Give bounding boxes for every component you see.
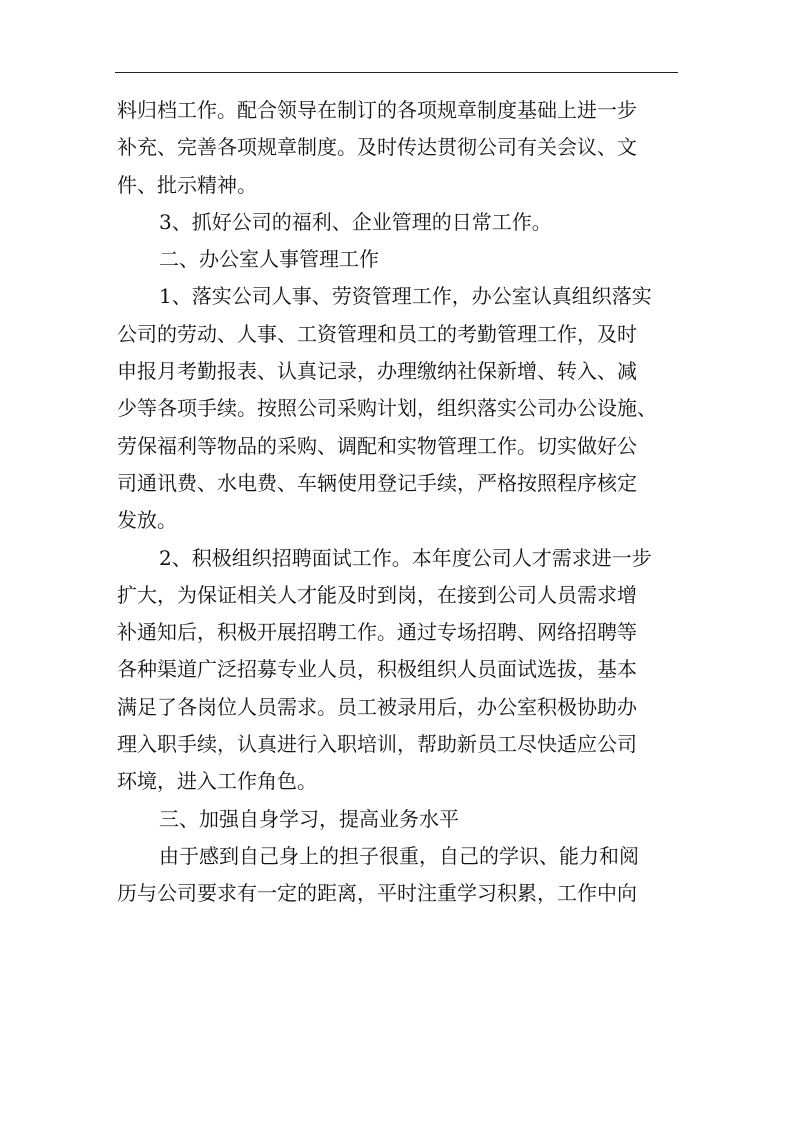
text-line: 二、办公室人事管理工作 [159, 247, 379, 272]
text-line: 理入职手续，认真进行入职培训，帮助新员工尽快适应公司 [117, 732, 637, 757]
text-line: 历与公司要求有一定的距离，平时注重学习积累，工作中向 [117, 881, 637, 906]
text-line: 三、加强自身学习，提高业务水平 [159, 806, 459, 831]
text-line: 1、落实公司人事、劳资管理工作，办公室认真组织落实 [159, 284, 652, 309]
text-line: 公司的劳动、人事、工资管理和员工的考勤管理工作，及时 [117, 321, 637, 346]
text-line: 申报月考勤报表、认真记录，办理缴纳社保新增、转入、减 [117, 359, 637, 384]
text-line: 由于感到自己身上的担子很重，自己的学识、能力和阅 [159, 843, 639, 868]
text-line: 劳保福利等物品的采购、调配和实物管理工作。切实做好公 [117, 433, 637, 458]
text-line: 少等各项手续。按照公司采购计划，组织落实公司办公设施、 [117, 396, 657, 421]
document-body [117, 92, 679, 913]
text-line: 2、积极组织招聘面试工作。本年度公司人才需求进一步 [159, 545, 652, 570]
text-line: 件、批示精神。 [117, 172, 257, 197]
header-divider [115, 72, 678, 73]
text-line: 司通讯费、水电费、车辆使用登记手续，严格按照程序核定 [117, 470, 637, 495]
text-line: 3、抓好公司的福利、企业管理的日常工作。 [159, 209, 552, 234]
text-line: 环境，进入工作角色。 [117, 769, 317, 794]
text-line: 发放。 [117, 508, 177, 533]
text-line: 补通知后，积极开展招聘工作。通过专场招聘、网络招聘等 [117, 620, 637, 645]
text-line: 满足了各岗位人员需求。员工被录用后，办公室积极协助办 [117, 694, 637, 719]
text-line: 料归档工作。配合领导在制订的各项规章制度基础上进一步 [117, 98, 637, 122]
text-line: 各种渠道广泛招募专业人员，积极组织人员面试选拔，基本 [117, 657, 637, 682]
text-line: 补充、完善各项规章制度。及时传达贯彻公司有关会议、文 [117, 135, 637, 160]
text-line: 扩大，为保证相关人才能及时到岗，在接到公司人员需求增 [117, 582, 637, 607]
